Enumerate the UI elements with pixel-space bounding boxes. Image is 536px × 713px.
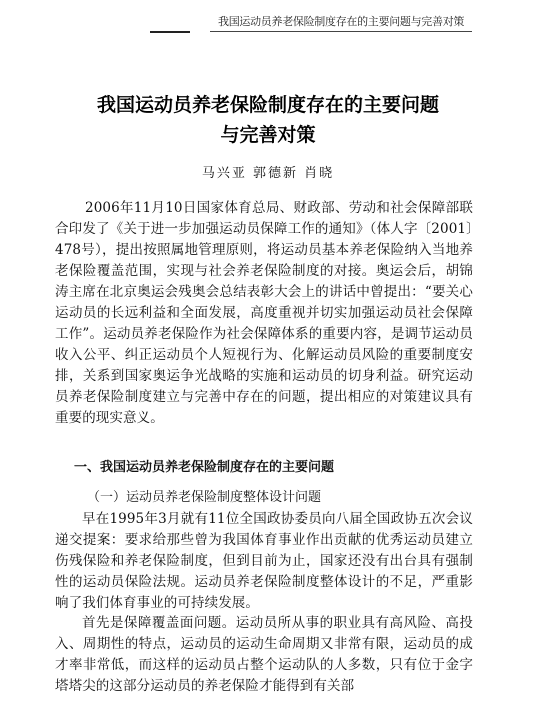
article-title-line-1: 我国运动员养老保险制度存在的主要问题 [96, 94, 439, 116]
body-paragraph-1: 早在1995年3月就有11位全国政协委员向八届全国政协五次会议递交提案：要求给那些曾为我国体育事业作出贡献的优秀运动员建立伤残保险和养老保险制度，但到目前为止，国家还没有出台具有强制性的运动员保险法规。运动员养老保险制度整体设计的不足，严重影响了我们体育事业的可持续发展。 [55, 511, 473, 611]
article-title-line-2: 与完善对策 [220, 124, 316, 146]
body-paragraph-2: 首先是保障覆盖面问题。运动员所从事的职业具有高风险、高投入、周期性的特点，运动员的运动生命周期又非常有限，运动员的成才率非常低，而这样的运动员占整个运动队的人多数，只有位于金字塔塔尖的这部分运动员的养老保险才能得到有关部 [55, 615, 473, 694]
header-rule-right [210, 31, 472, 32]
header-rule-left [150, 31, 190, 33]
section-heading: 一、我国运动员养老保险制度存在的主要问题 [74, 460, 335, 475]
author-list: 马兴亚 郭德新 肖晓 [201, 166, 335, 181]
intro-paragraph: 2006年11月10日国家体育总局、财政部、劳动和社会保障部联合印发了《关于进一步加强运动员保障工作的通知》（体人字〔2001〕478号），提出按照属地管理原则，将运动员基本养老保险纳入当地养老保险覆盖范围，实现与社会养老保险制度的对接。奥运会后，胡锦涛主席在北京奥运会残奥会总结表彰大会上的讲话中曾提出：“要关心运动员的长远利益和全面发展，高度重视并切实加强运动员社会保障工作”。运动员养老保险作为社会保障体系的重要内容，是调节运动员收入公平、纠正运动员个人短视行为、化解运动员风险的重要制度安排，关系到国家奥运争光战略的实施和运动员的切身利益。研究运动员养老保险制度建立与完善中存在的问题，提出相应的对策建议具有重要的现实意义。 [55, 200, 473, 426]
subsection-heading: （一）运动员养老保险制度整体设计问题 [87, 490, 322, 505]
running-head: 我国运动员养老保险制度存在的主要问题与完善对策 [218, 15, 465, 28]
